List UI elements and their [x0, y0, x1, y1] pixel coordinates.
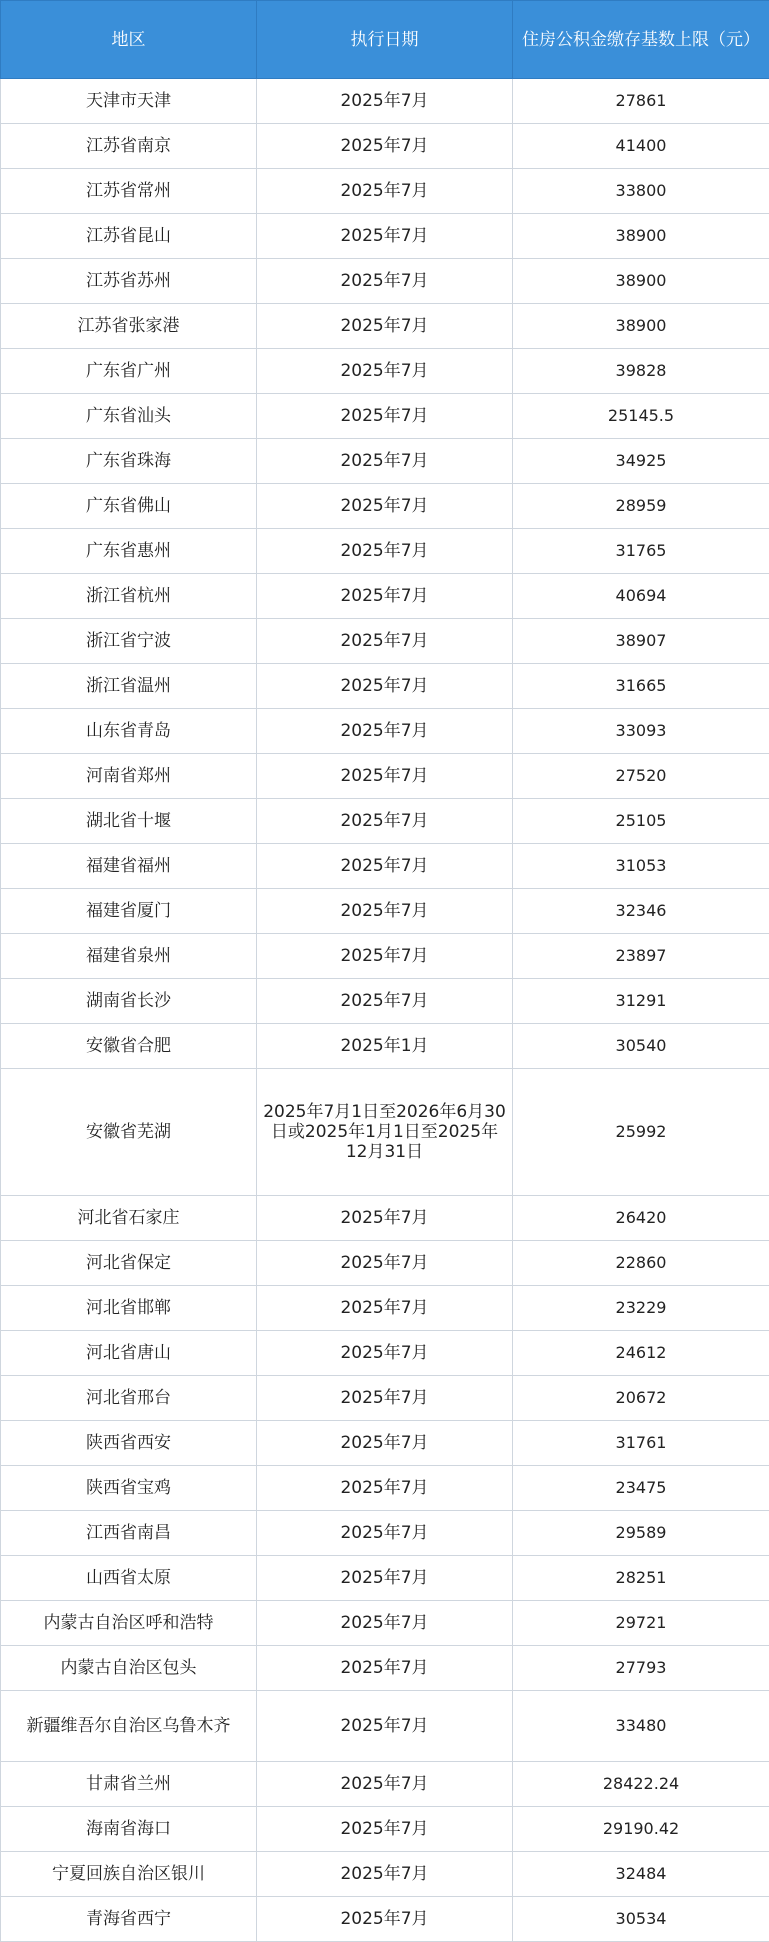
table-row	[1, 1376, 769, 1421]
cell-date: 2025年7月	[257, 1807, 513, 1852]
cell-region: 安徽省合肥	[1, 1024, 257, 1069]
cell-date: 2025年7月	[257, 934, 513, 979]
cell-date: 2025年7月	[257, 1897, 513, 1942]
cell-region: 湖南省长沙	[1, 979, 257, 1024]
table-row	[1, 1069, 769, 1196]
table-row	[1, 1897, 769, 1942]
table-row	[1, 1196, 769, 1241]
cell-date: 2025年7月	[257, 529, 513, 574]
cell-limit: 24612	[513, 1331, 769, 1376]
cell-region: 安徽省芜湖	[1, 1069, 257, 1196]
cell-region: 陕西省西安	[1, 1421, 257, 1466]
cell-date: 2025年7月	[257, 664, 513, 709]
cell-region: 河北省石家庄	[1, 1196, 257, 1241]
table-row	[1, 1691, 769, 1762]
cell-region: 天津市天津	[1, 79, 257, 124]
cell-limit: 27520	[513, 754, 769, 799]
cell-limit: 29190.42	[513, 1807, 769, 1852]
cell-limit: 31053	[513, 844, 769, 889]
cell-limit: 31765	[513, 529, 769, 574]
cell-date: 2025年7月	[257, 1511, 513, 1556]
cell-date: 2025年7月	[257, 1421, 513, 1466]
cell-limit: 28959	[513, 484, 769, 529]
cell-region: 河北省邢台	[1, 1376, 257, 1421]
cell-limit: 31665	[513, 664, 769, 709]
table-row	[1, 889, 769, 934]
cell-limit: 29721	[513, 1601, 769, 1646]
table-row	[1, 844, 769, 889]
cell-limit: 25992	[513, 1069, 769, 1196]
cell-region: 广东省佛山	[1, 484, 257, 529]
table-row	[1, 619, 769, 664]
cell-date: 2025年7月	[257, 484, 513, 529]
cell-limit: 33480	[513, 1691, 769, 1762]
table-row	[1, 1286, 769, 1331]
cell-limit: 38900	[513, 304, 769, 349]
cell-limit: 34925	[513, 439, 769, 484]
table-row	[1, 934, 769, 979]
table-row	[1, 1646, 769, 1691]
cell-region: 江苏省常州	[1, 169, 257, 214]
cell-limit: 33800	[513, 169, 769, 214]
cell-date: 2025年7月	[257, 1466, 513, 1511]
table-row	[1, 1511, 769, 1556]
cell-region: 江苏省张家港	[1, 304, 257, 349]
cell-date: 2025年7月	[257, 574, 513, 619]
table-row	[1, 1241, 769, 1286]
cell-limit: 25105	[513, 799, 769, 844]
table-row	[1, 574, 769, 619]
cell-region: 江苏省苏州	[1, 259, 257, 304]
cell-limit: 27793	[513, 1646, 769, 1691]
cell-region: 浙江省宁波	[1, 619, 257, 664]
cell-region: 福建省泉州	[1, 934, 257, 979]
table-row	[1, 214, 769, 259]
cell-region: 甘肃省兰州	[1, 1762, 257, 1807]
cell-date: 2025年7月1日至2026年6月30日或2025年1月1日至2025年12月31日	[257, 1069, 513, 1196]
cell-region: 河北省邯郸	[1, 1286, 257, 1331]
table-row	[1, 304, 769, 349]
header-date: 执行日期	[257, 1, 513, 79]
cell-date: 2025年7月	[257, 1241, 513, 1286]
cell-region: 青海省西宁	[1, 1897, 257, 1942]
cell-limit: 29589	[513, 1511, 769, 1556]
cell-date: 2025年7月	[257, 844, 513, 889]
cell-date: 2025年7月	[257, 754, 513, 799]
table-row	[1, 799, 769, 844]
table-row	[1, 1762, 769, 1807]
cell-date: 2025年1月	[257, 1024, 513, 1069]
table-header	[1, 1, 769, 79]
cell-region: 陕西省宝鸡	[1, 1466, 257, 1511]
table-body	[1, 79, 769, 1942]
cell-limit: 38900	[513, 259, 769, 304]
cell-region: 山西省太原	[1, 1556, 257, 1601]
table-row	[1, 1556, 769, 1601]
table-row	[1, 169, 769, 214]
cell-date: 2025年7月	[257, 439, 513, 484]
cell-limit: 27861	[513, 79, 769, 124]
cell-limit: 38907	[513, 619, 769, 664]
cell-region: 新疆维吾尔自治区乌鲁木齐	[1, 1691, 257, 1762]
cell-region: 浙江省杭州	[1, 574, 257, 619]
cell-date: 2025年7月	[257, 349, 513, 394]
table-row	[1, 124, 769, 169]
cell-limit: 30534	[513, 1897, 769, 1942]
table-row	[1, 439, 769, 484]
cell-region: 海南省海口	[1, 1807, 257, 1852]
cell-region: 广东省珠海	[1, 439, 257, 484]
cell-limit: 22860	[513, 1241, 769, 1286]
cell-date: 2025年7月	[257, 1331, 513, 1376]
cell-region: 河北省保定	[1, 1241, 257, 1286]
cell-date: 2025年7月	[257, 124, 513, 169]
cell-limit: 28422.24	[513, 1762, 769, 1807]
cell-date: 2025年7月	[257, 1286, 513, 1331]
cell-region: 河南省郑州	[1, 754, 257, 799]
cell-limit: 38900	[513, 214, 769, 259]
cell-limit: 33093	[513, 709, 769, 754]
cell-limit: 39828	[513, 349, 769, 394]
cell-date: 2025年7月	[257, 1762, 513, 1807]
cell-region: 湖北省十堰	[1, 799, 257, 844]
table-row	[1, 1807, 769, 1852]
cell-region: 广东省广州	[1, 349, 257, 394]
cell-limit: 23897	[513, 934, 769, 979]
cell-region: 浙江省温州	[1, 664, 257, 709]
cell-region: 福建省福州	[1, 844, 257, 889]
cell-date: 2025年7月	[257, 259, 513, 304]
table-row	[1, 1024, 769, 1069]
cell-date: 2025年7月	[257, 799, 513, 844]
cell-limit: 28251	[513, 1556, 769, 1601]
cell-date: 2025年7月	[257, 214, 513, 259]
table-row	[1, 529, 769, 574]
table-row	[1, 1421, 769, 1466]
cell-date: 2025年7月	[257, 1376, 513, 1421]
header-region: 地区	[1, 1, 257, 79]
cell-limit: 23475	[513, 1466, 769, 1511]
cell-region: 广东省惠州	[1, 529, 257, 574]
cell-date: 2025年7月	[257, 709, 513, 754]
cell-region: 河北省唐山	[1, 1331, 257, 1376]
cell-limit: 30540	[513, 1024, 769, 1069]
cell-region: 福建省厦门	[1, 889, 257, 934]
cell-date: 2025年7月	[257, 1852, 513, 1897]
table-row	[1, 754, 769, 799]
cell-date: 2025年7月	[257, 1601, 513, 1646]
table-row	[1, 259, 769, 304]
cell-limit: 26420	[513, 1196, 769, 1241]
cell-date: 2025年7月	[257, 394, 513, 439]
table-row	[1, 979, 769, 1024]
cell-region: 江苏省昆山	[1, 214, 257, 259]
header-row	[1, 1, 769, 79]
table-row	[1, 349, 769, 394]
cell-region: 山东省青岛	[1, 709, 257, 754]
table-row	[1, 484, 769, 529]
table-row	[1, 1601, 769, 1646]
table-row	[1, 709, 769, 754]
header-limit: 住房公积金缴存基数上限（元）	[513, 1, 769, 79]
cell-limit: 40694	[513, 574, 769, 619]
table-row	[1, 79, 769, 124]
cell-date: 2025年7月	[257, 1691, 513, 1762]
table-row	[1, 664, 769, 709]
cell-region: 内蒙古自治区呼和浩特	[1, 1601, 257, 1646]
cell-date: 2025年7月	[257, 79, 513, 124]
cell-region: 内蒙古自治区包头	[1, 1646, 257, 1691]
cell-limit: 25145.5	[513, 394, 769, 439]
cell-limit: 32484	[513, 1852, 769, 1897]
cell-date: 2025年7月	[257, 1556, 513, 1601]
cell-limit: 41400	[513, 124, 769, 169]
cell-region: 江西省南昌	[1, 1511, 257, 1556]
table-row	[1, 1852, 769, 1897]
table-row	[1, 1331, 769, 1376]
table-row	[1, 394, 769, 439]
table-row	[1, 1466, 769, 1511]
cell-region: 宁夏回族自治区银川	[1, 1852, 257, 1897]
cell-date: 2025年7月	[257, 619, 513, 664]
cell-region: 江苏省南京	[1, 124, 257, 169]
cell-limit: 31291	[513, 979, 769, 1024]
cell-date: 2025年7月	[257, 1646, 513, 1691]
cell-limit: 31761	[513, 1421, 769, 1466]
cell-region: 广东省汕头	[1, 394, 257, 439]
cell-date: 2025年7月	[257, 304, 513, 349]
cell-limit: 32346	[513, 889, 769, 934]
cell-limit: 20672	[513, 1376, 769, 1421]
cell-date: 2025年7月	[257, 979, 513, 1024]
cell-date: 2025年7月	[257, 1196, 513, 1241]
cell-limit: 23229	[513, 1286, 769, 1331]
cell-date: 2025年7月	[257, 169, 513, 214]
cell-date: 2025年7月	[257, 889, 513, 934]
